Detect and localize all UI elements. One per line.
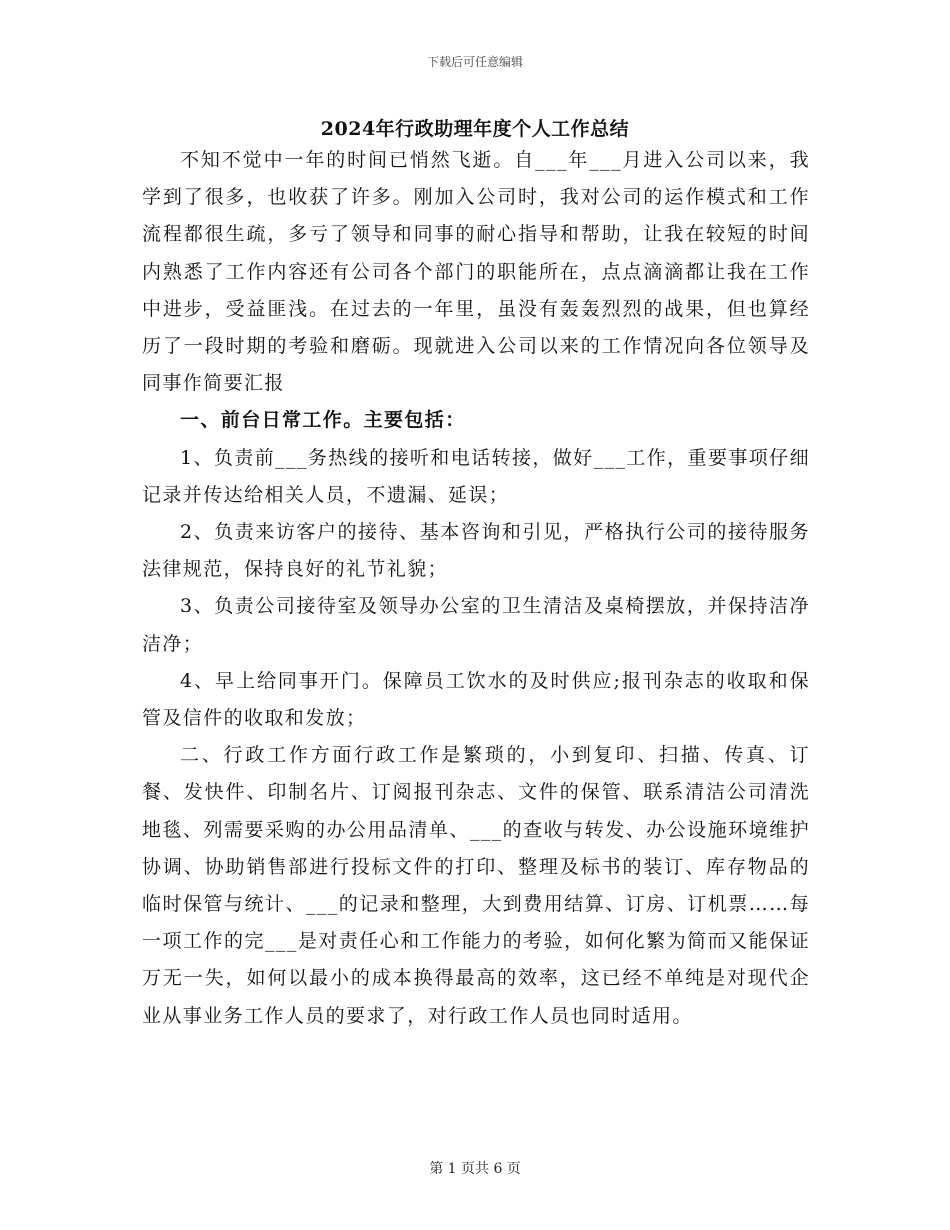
list-item-2: 2、负责来访客户的接待、基本咨询和引见，严格执行公司的接待服务法律规范，保持良好的礼节礼貌；: [142, 521, 810, 581]
list-item-4: 4、早上给同事开门。保障员工饮水的及时供应;报刊杂志的收取和保管及信件的收取和发放；: [142, 669, 810, 730]
section-heading-front-desk: 一、前台日常工作。主要包括：: [180, 409, 466, 432]
list-item-3: 3、负责公司接待室及领导办公室的卫生清洁及桌椅摆放，并保持洁净洁净；: [142, 595, 810, 655]
paragraph-admin-work: 二、行政工作方面行政工作是繁琐的，小到复印、扫描、传真、订餐、发快件、印制名片、订阅报刊杂志、文件的保管、联系清洁公司清洗地毯、列需要采购的办公用品清单、___的查收与转发、办公设施环境维护协调、协助销售部进行投标文件的打印、整理及标书的装订、库存物品的临时保管与统计、___的记录和整理，大到费用结算、订房、订机票……每一项工作的完___是对责任心和工作能力的考验，如何化繁为简而又能保证万无一失，如何以最小的成本换得最高的效率，这已经不单纯是对现代企业从事业务工作人员的要求了，对行政工作人员也同时适用。: [142, 744, 810, 1027]
document-body: [142, 142, 810, 1035]
list-item-1: 1、负责前___务热线的接听和电话转接，做好___工作，重要事项仔细记录并传达给相关人员，不遗漏、延误；: [142, 446, 810, 506]
document-title: 2024年行政助理年度个人工作总结: [320, 118, 630, 140]
paragraph-intro: 不知不觉中一年的时间已悄然飞逝。自___年___月进入公司以来，我学到了很多，也收获了许多。刚加入公司时，我对公司的运作模式和工作流程都很生疏，多亏了领导和同事的耐心指导和帮助，让我在较短的时间内熟悉了工作内容还有公司各个部门的职能所在，点点滴滴都让我在工作中进步，受益匪浅。在过去的一年里，虽没有轰轰烈烈的战果，但也算经历了一段时期的考验和磨砺。现就进入公司以来的工作情况向各位领导及同事作简要汇报: [142, 149, 810, 395]
page-number: 第 1 页共 6 页: [429, 1161, 521, 1177]
page-header: 下载后可任意编辑: [426, 55, 523, 69]
